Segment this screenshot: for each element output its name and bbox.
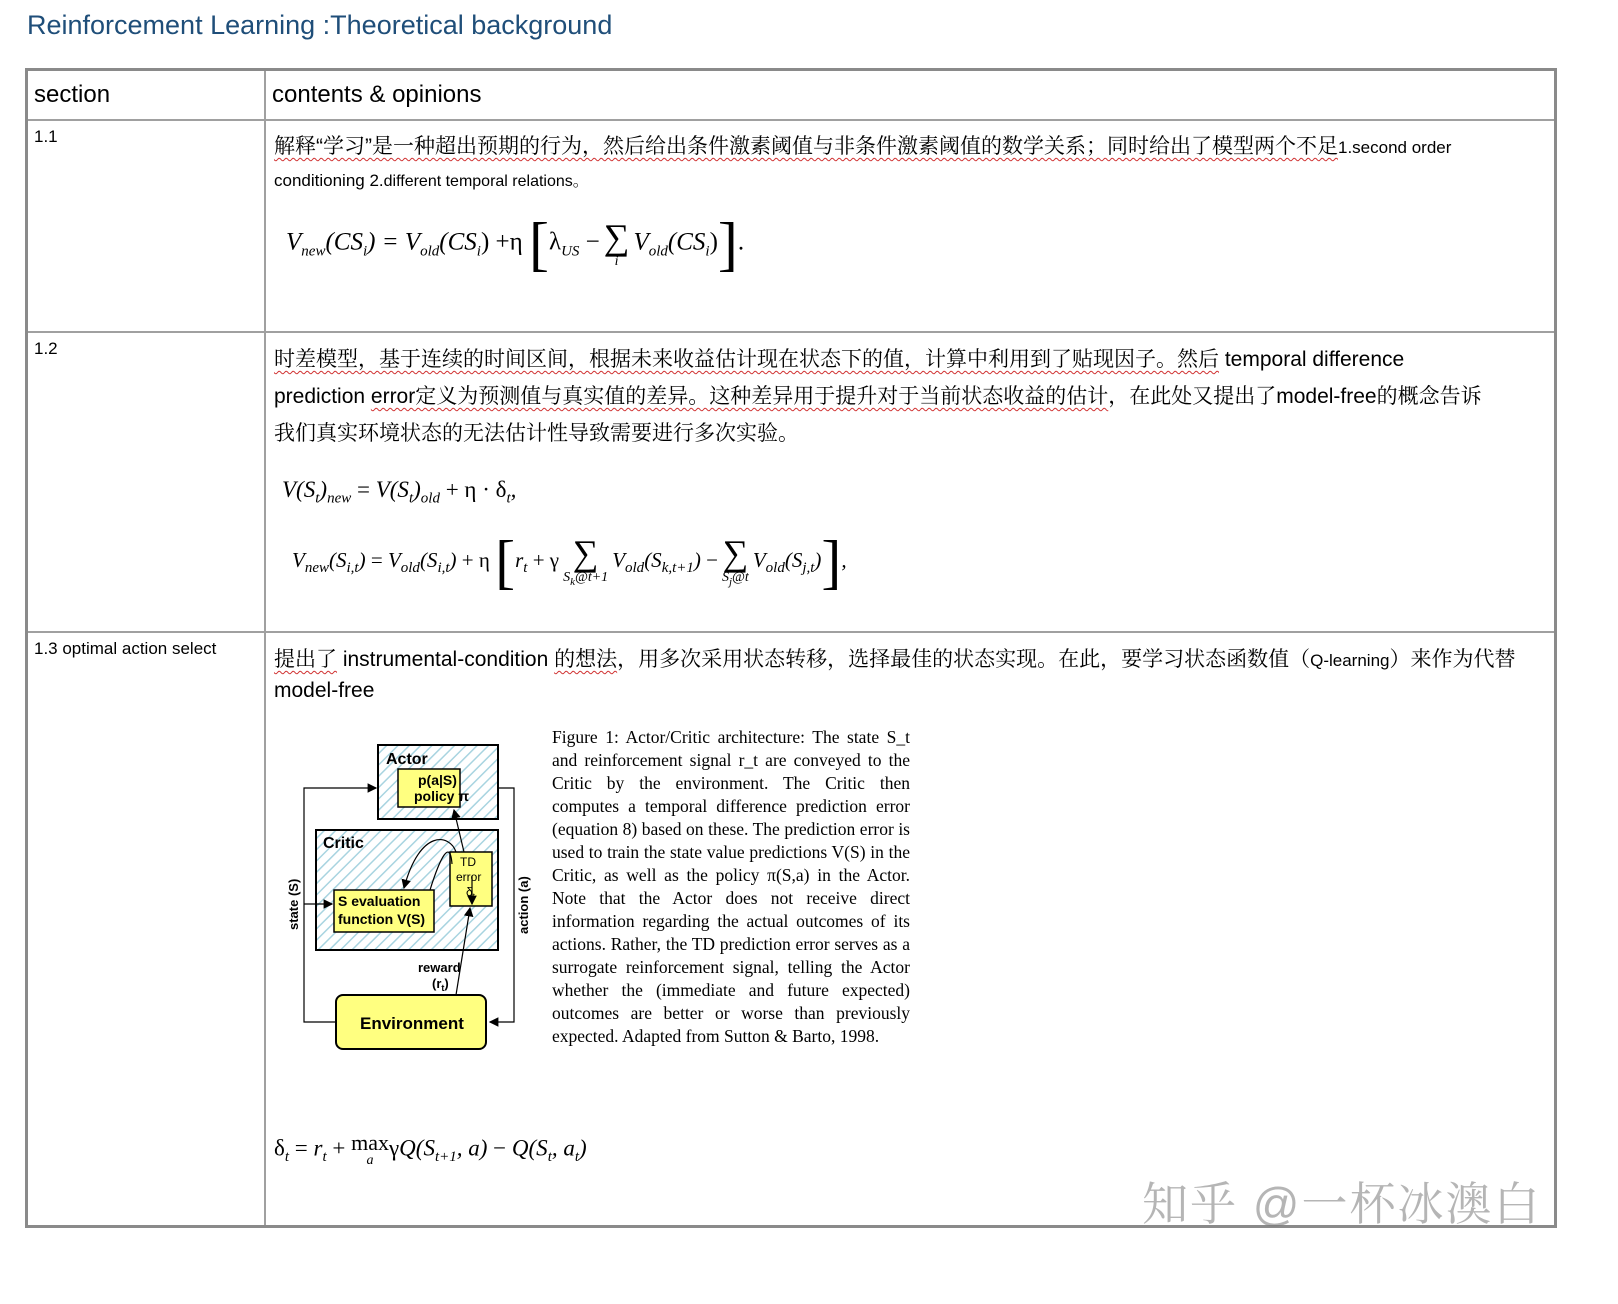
content-table [25,68,1557,1228]
row-section: 1.1 [27,120,266,332]
s-evaluation-label-2: function V(S) [338,911,426,927]
header-contents: contents & opinions [265,70,1556,121]
environment-label: Environment [360,1014,464,1033]
policy-label-1: p(a|S) [418,772,457,788]
figure-caption: Figure 1: Actor/Critic architecture: The state S_t and reinforcement signal r_t are conveyed to the Critic by the environment. The Critic then computes a temporal difference prediction error (equation 8) based on these. The prediction error is used to train the state value predictions V(S) in the Critic, as well as the policy π(S,a) in the Actor. Note that the Actor does not receive direct information regarding the actual outcomes of its actions. Rather, the TD prediction error serves as a surrogate reinforcement signal, telling the Actor whether the (immediate and future expected) outcomes are better or worse than previously expected. Adapted from Sutton & Barto, 1998. [552,727,910,1046]
header-section: section [27,70,266,121]
row-text-1b: instrumental-condition [337,648,555,671]
td-label-2: error [456,870,482,884]
reward-label-1: reward [418,960,461,975]
row-text-3: 我们真实环境状态的无法估计性导致需要进行多次实验。 [274,422,799,445]
row-text-2: model-free [274,679,375,702]
actor-critic-diagram [280,738,540,1060]
row-section: 1.3 optimal action select [27,632,266,1226]
action-label: action (a) [516,876,531,934]
table-header-row [27,70,1556,121]
row-section: 1.2 [27,332,266,632]
row-text-line2-small: different temporal relations。 [383,173,589,190]
watermark: 知乎 @一杯冰澳白 [1142,1178,1542,1230]
row-text-tail: 1.second order [1337,138,1452,157]
row-contents [265,120,1556,332]
critic-label: Critic [323,835,364,852]
row-text-2-tail: ，在此处又提出了model-free的概念告诉 [1108,385,1482,408]
equation-rescorla-wagner: $V_{new}(CS_i) = V_{old}(CS_i) +\eta$ [$\lambda_{US}$ − ∑ i $V_{old}(CS_i)$]. [286,211,745,277]
row-text-1a: 提出了 [274,648,337,671]
equation-td-update: $V(S_t)_{new} = V(S_t)_{old} + \eta \cdot \delta_t$, [282,477,517,507]
row-text-1f: ）来作为代替 [1389,648,1516,671]
document-title: Reinforcement Learning :Theoretical background [27,10,613,40]
row-text-1d: ，用多次采用状态转移，选择最佳的状态实现。在此，要学习状态函数值（ [617,648,1311,671]
row-text: 时差模型，基于连续的时间区间，根据未来收益估计现在状态下的值，计算中利用到了贴现因子。然后 [274,348,1219,371]
row-text-1c: 的想法 [554,648,618,671]
actor-label: Actor [386,751,428,768]
row-text-2-zh: error定义为预测值与真实值的差异。这种差异用于提升对于当前状态收益的估计 [370,385,1109,408]
row-text-line2: conditioning 2. [274,171,384,190]
row-text-1e: Q-learning [1310,651,1390,670]
table-row [27,332,1556,632]
equation-q-learning: $\delta_t = r_t$ + max a $\gamma Q(S_{t+1}$, $a) - Q(S_t$, $a_t$) [274,1130,587,1168]
s-evaluation-label-1: S evaluation [338,893,421,909]
td-label-3: $\delta_t$ [466,885,475,901]
policy-label-2: policy π [414,788,470,804]
reward-label-2: $(r_t)$ [432,976,449,993]
row-text-2: prediction [274,385,371,408]
state-label: state (S) [286,878,301,930]
equation-td-value: $V_{new}(S_{i,t}) = V_{old}(S_{i,t}) + \eta$ [$r_t + \gamma$ ∑ $S_k@t+1$ $V_{old}(S_{k,t+1})$ − ∑ $S_j@t$ $V_{old}(S_{j,t})$], [292,528,847,595]
td-label-1: TD [460,855,476,869]
table-row [27,120,1556,332]
row-text-tail: temporal difference [1219,348,1405,371]
row-contents [265,332,1556,632]
row-text: 解释“学习”是一种超出预期的行为，然后给出条件激素阈值与非条件激素阈值的数学关系；同时给出了模型两个不足 [274,135,1338,158]
